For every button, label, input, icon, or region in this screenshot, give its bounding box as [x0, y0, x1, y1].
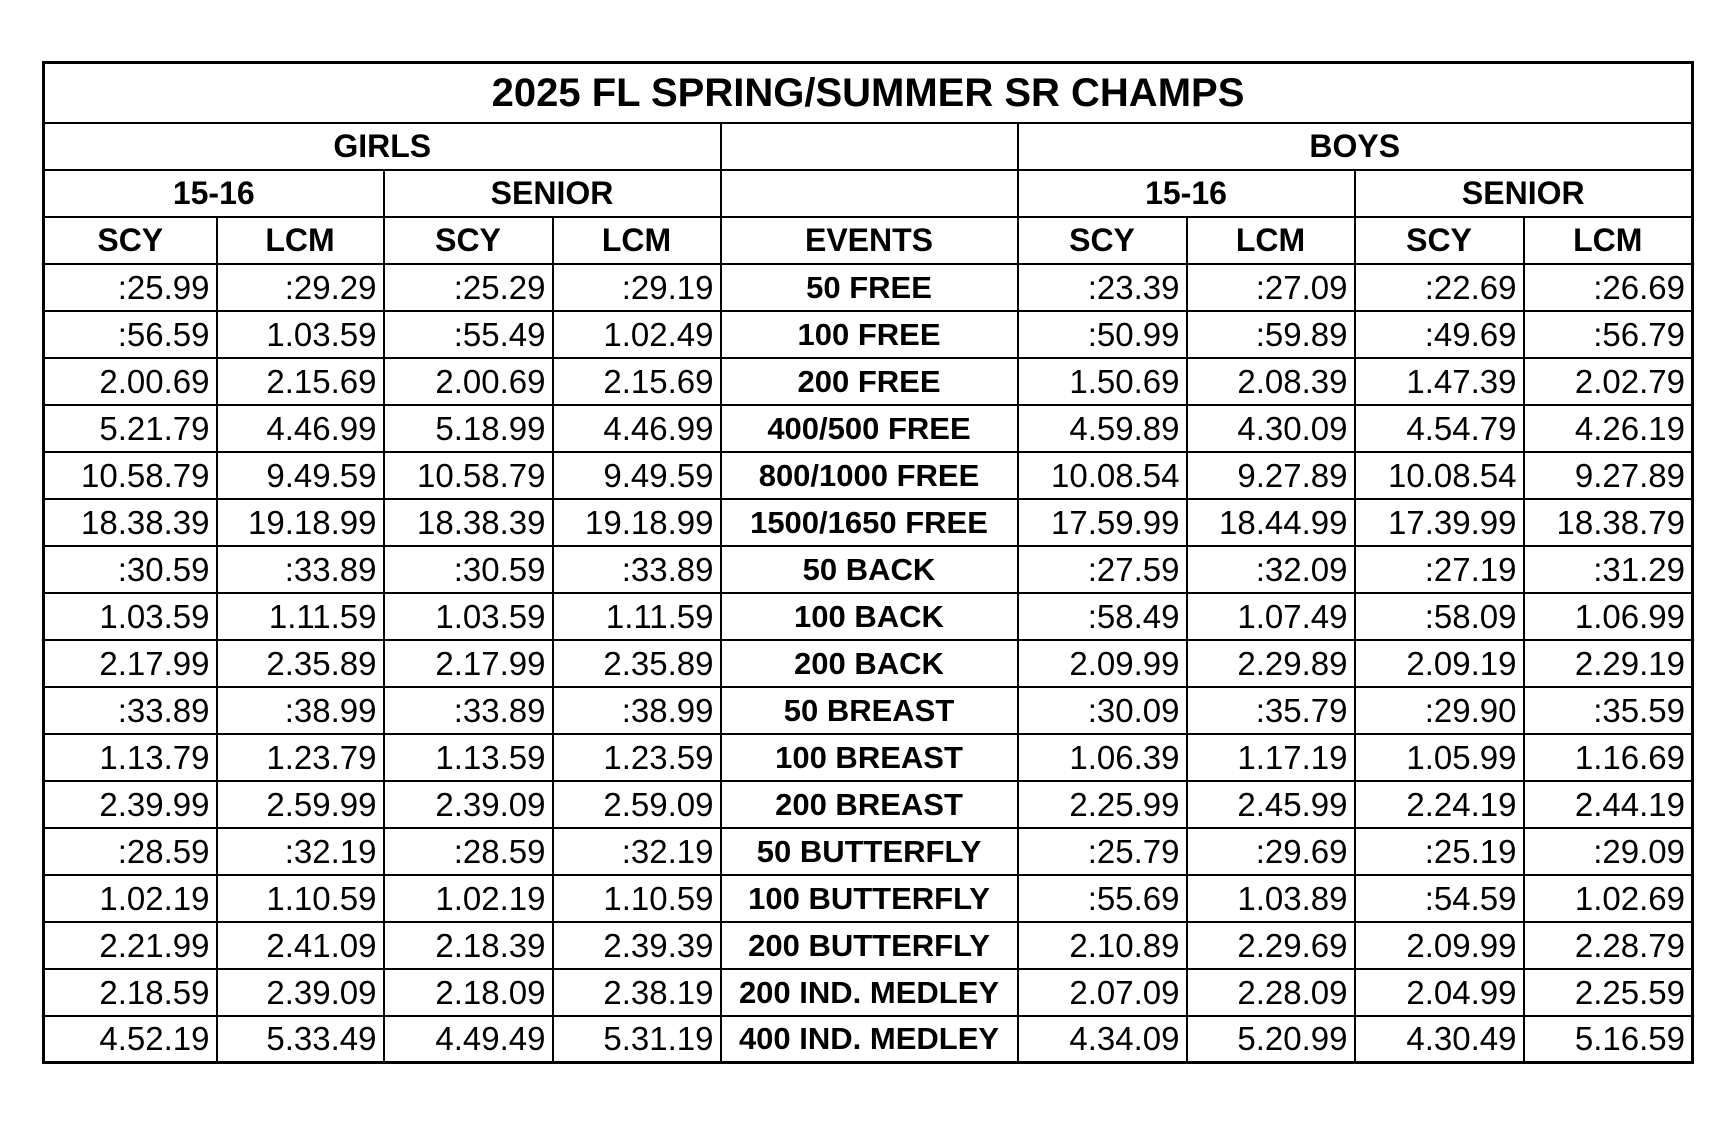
boys-15-16-scy-time: :55.69 [1018, 875, 1187, 922]
event-name: 200 BACK [721, 640, 1018, 687]
event-name: 400 IND. MEDLEY [721, 1016, 1018, 1063]
girls-15-16-scy-time: 2.17.99 [44, 640, 217, 687]
girls-15-16-header: 15-16 [44, 170, 384, 217]
boys-senior-scy-time: 10.08.54 [1355, 452, 1524, 499]
boys-15-16-scy-time: :25.79 [1018, 828, 1187, 875]
girls-senior-lcm-time: 4.46.99 [553, 405, 721, 452]
girls-senior-lcm-header: LCM [553, 217, 721, 264]
table-row [44, 640, 1693, 687]
time-standards-table [42, 61, 1694, 1064]
girls-senior-scy-time: 2.18.09 [384, 969, 553, 1016]
girls-15-16-scy-time: 10.58.79 [44, 452, 217, 499]
title-row [44, 63, 1693, 123]
boys-senior-scy-time: :27.19 [1355, 546, 1524, 593]
boys-senior-lcm-time: 1.16.69 [1524, 734, 1693, 781]
table-row [44, 1016, 1693, 1063]
boys-15-16-scy-time: :23.39 [1018, 264, 1187, 311]
boys-senior-lcm-time: :31.29 [1524, 546, 1693, 593]
girls-senior-scy-time: 18.38.39 [384, 499, 553, 546]
girls-15-16-lcm-time: :33.89 [217, 546, 384, 593]
table-row [44, 828, 1693, 875]
event-name: 800/1000 FREE [721, 452, 1018, 499]
boys-senior-header: SENIOR [1355, 170, 1693, 217]
girls-15-16-scy-time: :33.89 [44, 687, 217, 734]
table-row [44, 687, 1693, 734]
boys-senior-lcm-time: :35.59 [1524, 687, 1693, 734]
girls-senior-scy-header: SCY [384, 217, 553, 264]
boys-senior-lcm-time: :26.69 [1524, 264, 1693, 311]
boys-15-16-lcm-time: 5.20.99 [1187, 1016, 1355, 1063]
girls-senior-scy-time: 2.39.09 [384, 781, 553, 828]
boys-15-16-lcm-time: 2.28.09 [1187, 969, 1355, 1016]
course-header-row [44, 217, 1693, 264]
girls-senior-header: SENIOR [384, 170, 721, 217]
girls-senior-lcm-time: 1.11.59 [553, 593, 721, 640]
girls-15-16-scy-time: :28.59 [44, 828, 217, 875]
boys-15-16-scy-time: 1.06.39 [1018, 734, 1187, 781]
boys-15-16-lcm-time: 2.08.39 [1187, 358, 1355, 405]
boys-15-16-lcm-time: 1.17.19 [1187, 734, 1355, 781]
event-name: 50 FREE [721, 264, 1018, 311]
event-name: 200 BREAST [721, 781, 1018, 828]
girls-senior-scy-time: :55.49 [384, 311, 553, 358]
boys-senior-scy-time: :54.59 [1355, 875, 1524, 922]
girls-senior-scy-time: 1.13.59 [384, 734, 553, 781]
event-name: 100 BUTTERFLY [721, 875, 1018, 922]
table-row [44, 734, 1693, 781]
table-row [44, 593, 1693, 640]
girls-15-16-scy-time: :25.99 [44, 264, 217, 311]
boys-15-16-lcm-time: :29.69 [1187, 828, 1355, 875]
table-body [44, 264, 1693, 1063]
boys-15-16-lcm-header: LCM [1187, 217, 1355, 264]
girls-senior-lcm-time: 2.35.89 [553, 640, 721, 687]
boys-15-16-lcm-time: 9.27.89 [1187, 452, 1355, 499]
girls-15-16-lcm-time: :32.19 [217, 828, 384, 875]
girls-15-16-lcm-time: 1.23.79 [217, 734, 384, 781]
event-name: 400/500 FREE [721, 405, 1018, 452]
girls-15-16-scy-time: :56.59 [44, 311, 217, 358]
boys-senior-lcm-time: 18.38.79 [1524, 499, 1693, 546]
events-header: EVENTS [721, 217, 1018, 264]
girls-senior-lcm-time: 2.38.19 [553, 969, 721, 1016]
girls-header: GIRLS [44, 123, 721, 170]
boys-senior-scy-time: :29.90 [1355, 687, 1524, 734]
girls-senior-scy-time: 2.17.99 [384, 640, 553, 687]
girls-senior-lcm-time: 1.02.49 [553, 311, 721, 358]
boys-senior-lcm-time: 5.16.59 [1524, 1016, 1693, 1063]
age-group-header-spacer [721, 170, 1018, 217]
girls-15-16-lcm-time: 1.03.59 [217, 311, 384, 358]
boys-15-16-lcm-time: 4.30.09 [1187, 405, 1355, 452]
girls-senior-lcm-time: 2.59.09 [553, 781, 721, 828]
girls-15-16-scy-time: 1.02.19 [44, 875, 217, 922]
boys-15-16-scy-time: 10.08.54 [1018, 452, 1187, 499]
girls-senior-lcm-time: 1.23.59 [553, 734, 721, 781]
girls-senior-scy-time: 2.00.69 [384, 358, 553, 405]
boys-senior-lcm-time: 2.28.79 [1524, 922, 1693, 969]
boys-senior-lcm-time: :29.09 [1524, 828, 1693, 875]
event-name: 50 BACK [721, 546, 1018, 593]
event-name: 50 BUTTERFLY [721, 828, 1018, 875]
event-name: 200 BUTTERFLY [721, 922, 1018, 969]
event-name: 1500/1650 FREE [721, 499, 1018, 546]
boys-15-16-scy-time: :50.99 [1018, 311, 1187, 358]
boys-senior-scy-time: :58.09 [1355, 593, 1524, 640]
boys-15-16-scy-time: 2.09.99 [1018, 640, 1187, 687]
age-group-header-row [44, 170, 1693, 217]
girls-senior-lcm-time: :38.99 [553, 687, 721, 734]
girls-senior-lcm-time: 2.39.39 [553, 922, 721, 969]
boys-senior-scy-time: 1.05.99 [1355, 734, 1524, 781]
girls-senior-lcm-time: :29.19 [553, 264, 721, 311]
boys-senior-scy-time: 2.09.99 [1355, 922, 1524, 969]
boys-senior-scy-time: :25.19 [1355, 828, 1524, 875]
girls-senior-scy-time: 5.18.99 [384, 405, 553, 452]
boys-15-16-lcm-time: :59.89 [1187, 311, 1355, 358]
girls-15-16-lcm-header: LCM [217, 217, 384, 264]
girls-senior-scy-time: :28.59 [384, 828, 553, 875]
girls-15-16-scy-time: 2.18.59 [44, 969, 217, 1016]
table-row [44, 875, 1693, 922]
boys-senior-lcm-time: 1.02.69 [1524, 875, 1693, 922]
girls-15-16-lcm-time: 2.41.09 [217, 922, 384, 969]
event-name: 100 FREE [721, 311, 1018, 358]
event-name: 100 BACK [721, 593, 1018, 640]
boys-senior-lcm-time: 1.06.99 [1524, 593, 1693, 640]
boys-15-16-scy-time: 1.50.69 [1018, 358, 1187, 405]
boys-senior-scy-time: :22.69 [1355, 264, 1524, 311]
boys-senior-lcm-time: 2.44.19 [1524, 781, 1693, 828]
girls-senior-lcm-time: :32.19 [553, 828, 721, 875]
boys-15-16-scy-time: 17.59.99 [1018, 499, 1187, 546]
boys-senior-scy-time: 1.47.39 [1355, 358, 1524, 405]
girls-15-16-lcm-time: 5.33.49 [217, 1016, 384, 1063]
girls-15-16-lcm-time: 9.49.59 [217, 452, 384, 499]
girls-senior-lcm-time: 1.10.59 [553, 875, 721, 922]
boys-15-16-scy-time: :27.59 [1018, 546, 1187, 593]
boys-senior-scy-time: :49.69 [1355, 311, 1524, 358]
boys-15-16-lcm-time: 18.44.99 [1187, 499, 1355, 546]
girls-15-16-lcm-time: 1.11.59 [217, 593, 384, 640]
table-row [44, 358, 1693, 405]
boys-15-16-lcm-time: 1.03.89 [1187, 875, 1355, 922]
event-name: 200 FREE [721, 358, 1018, 405]
girls-15-16-scy-time: 5.21.79 [44, 405, 217, 452]
boys-senior-scy-time: 2.24.19 [1355, 781, 1524, 828]
boys-senior-scy-time: 4.54.79 [1355, 405, 1524, 452]
gender-header-row [44, 123, 1693, 170]
boys-senior-scy-time: 4.30.49 [1355, 1016, 1524, 1063]
boys-senior-lcm-time: 2.25.59 [1524, 969, 1693, 1016]
table-row [44, 499, 1693, 546]
table-row [44, 311, 1693, 358]
girls-15-16-scy-time: 1.03.59 [44, 593, 217, 640]
girls-senior-scy-time: :25.29 [384, 264, 553, 311]
girls-15-16-lcm-time: :38.99 [217, 687, 384, 734]
girls-15-16-scy-time: 18.38.39 [44, 499, 217, 546]
girls-15-16-scy-time: 2.00.69 [44, 358, 217, 405]
girls-15-16-lcm-time: 2.59.99 [217, 781, 384, 828]
girls-15-16-lcm-time: 4.46.99 [217, 405, 384, 452]
boys-15-16-lcm-time: 2.45.99 [1187, 781, 1355, 828]
boys-15-16-scy-time: 4.34.09 [1018, 1016, 1187, 1063]
boys-senior-lcm-time: 9.27.89 [1524, 452, 1693, 499]
event-name: 50 BREAST [721, 687, 1018, 734]
table-row [44, 546, 1693, 593]
boys-15-16-lcm-time: :32.09 [1187, 546, 1355, 593]
gender-header-spacer [721, 123, 1018, 170]
boys-senior-lcm-time: :56.79 [1524, 311, 1693, 358]
boys-15-16-scy-time: 4.59.89 [1018, 405, 1187, 452]
boys-15-16-lcm-time: 2.29.69 [1187, 922, 1355, 969]
boys-15-16-lcm-time: 1.07.49 [1187, 593, 1355, 640]
girls-15-16-scy-time: :30.59 [44, 546, 217, 593]
table-row [44, 405, 1693, 452]
table-title: 2025 FL SPRING/SUMMER SR CHAMPS [44, 63, 1693, 123]
boys-senior-lcm-time: 2.02.79 [1524, 358, 1693, 405]
boys-15-16-scy-header: SCY [1018, 217, 1187, 264]
girls-senior-scy-time: 4.49.49 [384, 1016, 553, 1063]
table-row [44, 969, 1693, 1016]
girls-senior-lcm-time: 9.49.59 [553, 452, 721, 499]
girls-senior-lcm-time: 2.15.69 [553, 358, 721, 405]
girls-senior-lcm-time: 5.31.19 [553, 1016, 721, 1063]
boys-15-16-lcm-time: :35.79 [1187, 687, 1355, 734]
boys-15-16-scy-time: 2.07.09 [1018, 969, 1187, 1016]
girls-senior-scy-time: 1.02.19 [384, 875, 553, 922]
boys-senior-lcm-time: 4.26.19 [1524, 405, 1693, 452]
girls-15-16-lcm-time: 2.39.09 [217, 969, 384, 1016]
boys-15-16-scy-time: 2.25.99 [1018, 781, 1187, 828]
girls-15-16-scy-header: SCY [44, 217, 217, 264]
boys-senior-lcm-header: LCM [1524, 217, 1693, 264]
boys-senior-scy-time: 2.04.99 [1355, 969, 1524, 1016]
girls-15-16-scy-time: 2.39.99 [44, 781, 217, 828]
boys-senior-lcm-time: 2.29.19 [1524, 640, 1693, 687]
table-row [44, 264, 1693, 311]
girls-senior-scy-time: :30.59 [384, 546, 553, 593]
boys-15-16-scy-time: 2.10.89 [1018, 922, 1187, 969]
event-name: 100 BREAST [721, 734, 1018, 781]
table-row [44, 922, 1693, 969]
girls-15-16-lcm-time: 1.10.59 [217, 875, 384, 922]
girls-15-16-lcm-time: 19.18.99 [217, 499, 384, 546]
boys-15-16-scy-time: :30.09 [1018, 687, 1187, 734]
girls-15-16-lcm-time: :29.29 [217, 264, 384, 311]
boys-senior-scy-time: 2.09.19 [1355, 640, 1524, 687]
boys-senior-scy-time: 17.39.99 [1355, 499, 1524, 546]
girls-senior-lcm-time: :33.89 [553, 546, 721, 593]
boys-senior-scy-header: SCY [1355, 217, 1524, 264]
boys-15-16-lcm-time: :27.09 [1187, 264, 1355, 311]
girls-15-16-lcm-time: 2.35.89 [217, 640, 384, 687]
boys-15-16-scy-time: :58.49 [1018, 593, 1187, 640]
boys-15-16-lcm-time: 2.29.89 [1187, 640, 1355, 687]
boys-header: BOYS [1018, 123, 1693, 170]
girls-senior-scy-time: :33.89 [384, 687, 553, 734]
girls-senior-scy-time: 2.18.39 [384, 922, 553, 969]
girls-senior-scy-time: 10.58.79 [384, 452, 553, 499]
girls-15-16-scy-time: 1.13.79 [44, 734, 217, 781]
girls-15-16-lcm-time: 2.15.69 [217, 358, 384, 405]
girls-15-16-scy-time: 4.52.19 [44, 1016, 217, 1063]
table-row [44, 781, 1693, 828]
boys-15-16-header: 15-16 [1018, 170, 1355, 217]
girls-senior-scy-time: 1.03.59 [384, 593, 553, 640]
event-name: 200 IND. MEDLEY [721, 969, 1018, 1016]
girls-senior-lcm-time: 19.18.99 [553, 499, 721, 546]
table-row [44, 452, 1693, 499]
girls-15-16-scy-time: 2.21.99 [44, 922, 217, 969]
